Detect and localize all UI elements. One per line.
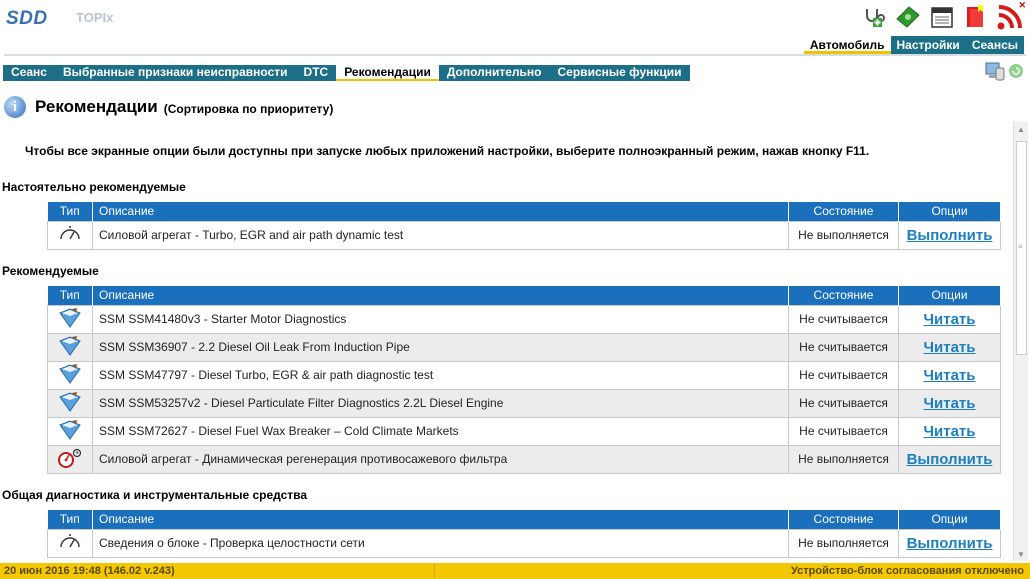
col-state: Состояние <box>789 202 899 221</box>
topnav-vehicle[interactable]: Автомобиль <box>804 36 891 54</box>
read-link[interactable]: Читать <box>923 366 976 384</box>
col-type: Тип <box>48 202 93 221</box>
col-options: Опции <box>899 510 1001 529</box>
grip-icon: ≡ <box>1018 242 1023 251</box>
tab-tools <box>984 60 1024 87</box>
col-state: Состояние <box>789 510 899 529</box>
row-description: Силовой агрегат - Динамическая регенерация противосажевого фильтра <box>93 445 789 473</box>
divider <box>4 54 1026 56</box>
tab-recommendations[interactable]: Рекомендации <box>336 65 439 81</box>
col-options: Опции <box>899 202 1001 221</box>
row-type <box>48 221 93 249</box>
table-row <box>48 445 1001 473</box>
col-type: Тип <box>48 510 93 529</box>
status-datetime: 20 июн 2016 19:48 (146.02 v.243) <box>4 565 175 577</box>
read-link[interactable]: Читать <box>923 338 976 356</box>
rss-icon[interactable] <box>996 3 1024 31</box>
table-row <box>48 305 1001 333</box>
row-state: Не выполняется <box>789 445 899 473</box>
row-type <box>48 389 93 417</box>
read-link[interactable]: Читать <box>923 394 976 412</box>
scroll-up-icon[interactable]: ▲ <box>1017 125 1025 134</box>
table-row <box>48 333 1001 361</box>
col-type: Тип <box>48 286 93 305</box>
calendar-icon[interactable] <box>928 3 956 31</box>
row-state: Не считывается <box>789 361 899 389</box>
row-state: Не считывается <box>789 389 899 417</box>
row-state: Не выполняется <box>789 221 899 249</box>
page-header <box>4 96 333 118</box>
tab-session[interactable]: Сеанс <box>11 65 47 79</box>
row-state: Не считывается <box>789 417 899 445</box>
table-row <box>48 361 1001 389</box>
col-description: Описание <box>93 286 789 305</box>
row-type <box>48 445 93 473</box>
money-icon[interactable] <box>894 3 922 31</box>
computer-icon[interactable] <box>984 60 1006 87</box>
page-subtitle: (Сортировка по приоритету) <box>163 101 334 116</box>
ssm-document-icon <box>57 363 83 385</box>
row-option <box>899 529 1001 557</box>
info-icon: i <box>4 96 26 118</box>
ssm-document-icon <box>57 307 83 329</box>
run-link[interactable]: Выполнить <box>906 226 993 244</box>
row-state: Не считывается <box>789 305 899 333</box>
table-row <box>48 221 1001 249</box>
refresh-icon[interactable] <box>1008 63 1024 84</box>
topnav-settings[interactable]: Настройки <box>891 36 966 54</box>
book-icon[interactable] <box>962 3 990 31</box>
tab-symptoms[interactable]: Выбранные признаки неисправности <box>62 65 288 79</box>
scroll-down-icon[interactable]: ▼ <box>1017 550 1025 559</box>
table-row <box>48 389 1001 417</box>
fullscreen-notice: Чтобы все экранные опции были доступны при запуске любых приложений настройки, выберите полноэкранный режим, нажав кнопку F11. <box>25 144 870 158</box>
row-option <box>899 389 1001 417</box>
section-title-strongly-recommended: Настоятельно рекомендуемые <box>2 180 186 194</box>
row-description: SSM SSM47797 - Diesel Turbo, EGR & air path diagnostic test <box>93 361 789 389</box>
gauge-icon <box>58 532 82 552</box>
stethoscope-add-icon[interactable] <box>860 3 888 31</box>
tab-bar <box>3 65 690 81</box>
row-description: Сведения о блоке - Проверка целостности сети <box>93 529 789 557</box>
ssm-document-icon <box>57 391 83 413</box>
status-divider <box>434 564 435 578</box>
row-type <box>48 333 93 361</box>
topix-logo: TOPIx <box>76 10 114 25</box>
recommendations-panel <box>0 88 1012 563</box>
row-description: SSM SSM53257v2 - Diesel Particulate Filter Diagnostics 2.2L Diesel Engine <box>93 389 789 417</box>
read-link[interactable]: Читать <box>923 310 976 328</box>
status-bar <box>0 563 1030 579</box>
table-row <box>48 529 1001 557</box>
row-description: Силовой агрегат - Turbo, EGR and air path dynamic test <box>93 221 789 249</box>
row-option <box>899 221 1001 249</box>
section-title-recommended: Рекомендуемые <box>2 264 99 278</box>
row-description: SSM SSM72627 - Diesel Fuel Wax Breaker – Cold Climate Markets <box>93 417 789 445</box>
tab-dtc[interactable]: DTC <box>303 65 329 79</box>
row-state: Не выполняется <box>789 529 899 557</box>
table-header <box>48 286 1001 305</box>
top-nav <box>804 36 1024 54</box>
ssm-document-icon <box>57 419 83 441</box>
row-option <box>899 417 1001 445</box>
row-state: Не считывается <box>789 333 899 361</box>
toolbar <box>860 2 1024 32</box>
col-state: Состояние <box>789 286 899 305</box>
row-option <box>899 361 1001 389</box>
gauge-icon <box>58 224 82 244</box>
row-description: SSM SSM36907 - 2.2 Diesel Oil Leak From Induction Pipe <box>93 333 789 361</box>
vertical-scrollbar[interactable] <box>1013 121 1028 561</box>
col-description: Описание <box>93 202 789 221</box>
row-description: SSM SSM41480v3 - Starter Motor Diagnostics <box>93 305 789 333</box>
strongly-recommended-table <box>47 202 1001 250</box>
row-type <box>48 305 93 333</box>
status-device: Устройство-блок согласования отключено <box>790 565 1024 577</box>
tab-extras[interactable]: Дополнительно <box>446 65 542 79</box>
tab-service-functions[interactable]: Сервисные функции <box>557 65 682 79</box>
section-title-general-diagnostics: Общая диагностика и инструментальные средства <box>2 488 308 502</box>
row-type <box>48 417 93 445</box>
read-link[interactable]: Читать <box>923 422 976 440</box>
table-header <box>48 202 1001 221</box>
row-type <box>48 361 93 389</box>
regeneration-icon <box>56 447 84 469</box>
run-link[interactable]: Выполнить <box>906 534 993 552</box>
table-header <box>48 510 1001 529</box>
page-title: Рекомендации <box>35 97 158 116</box>
row-option <box>899 445 1001 473</box>
col-options: Опции <box>899 286 1001 305</box>
ssm-document-icon <box>57 335 83 357</box>
header <box>0 0 1030 36</box>
close-icon[interactable]: ✕ <box>1018 0 1026 10</box>
row-option <box>899 305 1001 333</box>
sdd-logo: SDD <box>6 8 48 29</box>
recommended-table <box>47 286 1001 474</box>
col-description: Описание <box>93 510 789 529</box>
general-diagnostics-table <box>47 510 1001 558</box>
table-row <box>48 417 1001 445</box>
row-type <box>48 529 93 557</box>
topnav-sessions[interactable]: Сеансы <box>966 36 1024 54</box>
run-link[interactable]: Выполнить <box>906 450 993 468</box>
row-option <box>899 333 1001 361</box>
